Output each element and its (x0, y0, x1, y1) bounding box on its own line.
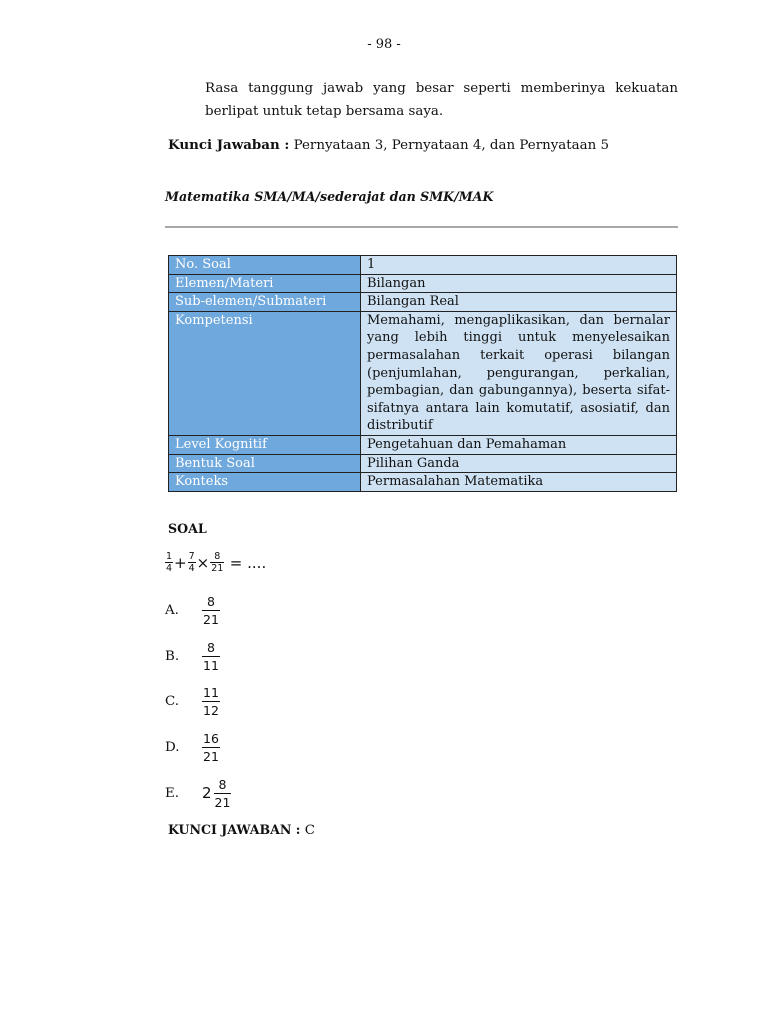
fraction: $\frac{8}{21}$ (203, 594, 219, 627)
fraction: $\frac{8}{21}$ (211, 551, 224, 574)
row-value: Permasalahan Matematika (361, 473, 677, 492)
row-key: Sub-elemen/Submateri (169, 293, 361, 312)
final-answer-key (168, 822, 315, 838)
fraction: $\frac{8}{11}$ (203, 640, 219, 673)
subject-heading: Matematika SMA/MA/sederajat dan SMK/MAK (165, 189, 494, 204)
row-value: 1 (361, 256, 677, 275)
row-key: No. Soal (169, 256, 361, 275)
row-key: Kompetensi (169, 311, 361, 435)
row-key: Bentuk Soal (169, 454, 361, 473)
option-b-value (202, 639, 220, 674)
table-row (169, 311, 677, 435)
table-row (169, 454, 677, 473)
bullet-text: Rasa tanggung jawab yang besar seperti memberinya kekuatan berlipat untuk tetap bersama saya. (205, 81, 678, 119)
table-row (169, 256, 677, 275)
row-key: Elemen/Materi (169, 274, 361, 293)
times-sign: × (196, 553, 210, 572)
option-a-value (202, 593, 220, 628)
row-key: Konteks (169, 473, 361, 492)
equals-sign: = .... (229, 553, 267, 572)
row-key: Level Kognitif (169, 435, 361, 454)
option-c-value (202, 684, 220, 719)
fraction: $\frac{11}{12}$ (203, 685, 219, 718)
mixed-number-whole: 2 (202, 784, 212, 802)
answer-key-label: Kunci Jawaban : (168, 137, 290, 153)
table-row (169, 473, 677, 492)
question-expression (165, 551, 267, 574)
fraction: $\frac{1}{4}$ (166, 551, 173, 574)
question-info-table (168, 255, 677, 492)
row-value: Memahami, mengaplikasikan, dan bernalar yang lebih tinggi untuk menyelesaikan permasalahan terkait operasi bilangan (penjumlahan, pengurangan, perkalian, pembagian, dan gabungannya), beserta sifat-sifatnya antara lain komutatif, asosiatif, dan distributif (361, 311, 677, 435)
option-b-letter: B. (165, 649, 180, 664)
option-c-letter: C. (165, 694, 180, 709)
row-value: Bilangan Real (361, 293, 677, 312)
table-row (169, 293, 677, 312)
page-number: - 98 - (367, 37, 401, 52)
soal-heading: SOAL (168, 521, 207, 536)
answer-key-value: Pernyataan 3, Pernyataan 4, dan Pernyataan 5 (293, 138, 610, 153)
row-value: Bilangan (361, 274, 677, 293)
option-d-letter: D. (165, 740, 180, 755)
plus-sign: + (174, 553, 187, 572)
horizontal-divider (165, 226, 678, 228)
table-row (169, 274, 677, 293)
final-answer-key-value: C (304, 823, 315, 838)
option-e-letter: E. (165, 786, 180, 801)
option-a-letter: A. (165, 603, 179, 618)
option-d-value (202, 730, 220, 765)
answer-key-statements (168, 137, 609, 153)
table-row (169, 435, 677, 454)
final-answer-key-label: KUNCI JAWABAN : (168, 822, 301, 837)
row-value: Pengetahuan dan Pemahaman (361, 435, 677, 454)
fraction: $\frac{7}{4}$ (188, 551, 195, 574)
fraction: $\frac{8}{21}$ (214, 777, 231, 810)
option-e-value (202, 776, 231, 811)
row-value: Pilihan Ganda (361, 454, 677, 473)
fraction: $\frac{16}{21}$ (203, 731, 219, 764)
